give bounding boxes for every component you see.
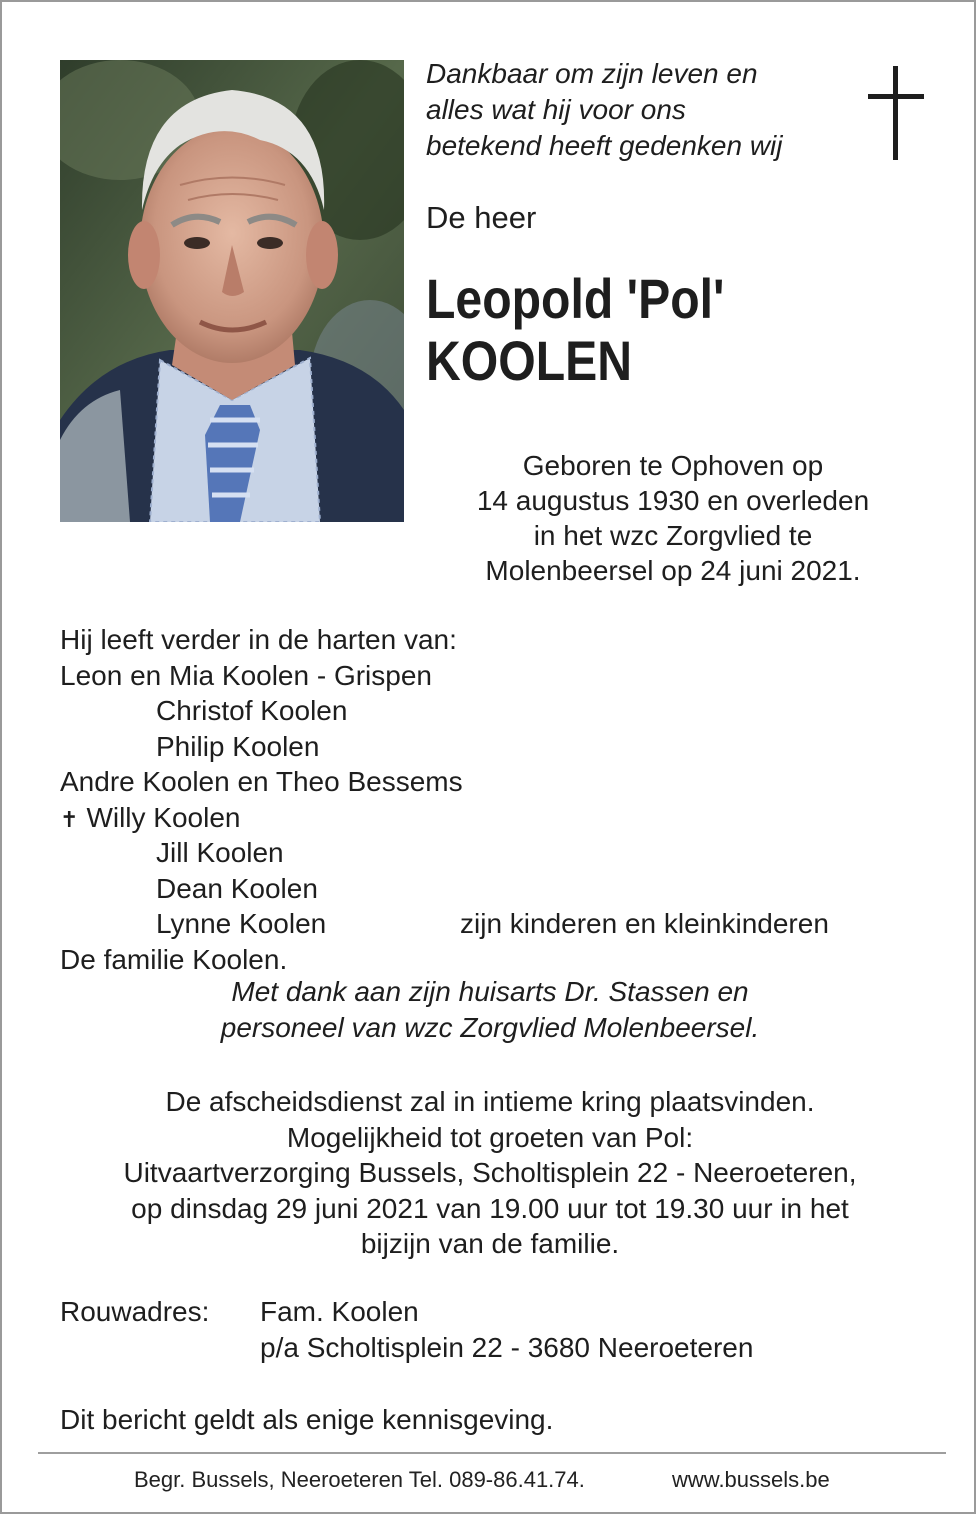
deceased-name bbox=[426, 268, 724, 392]
relative-line: Jill Koolen bbox=[156, 837, 284, 868]
thanks-message bbox=[2, 974, 976, 1046]
birth-line: Molenbeersel op 24 juni 2021. bbox=[485, 555, 861, 586]
intro-line: betekend heeft gedenken wij bbox=[426, 130, 783, 161]
address-line-1: Fam. Koolen bbox=[260, 1296, 419, 1327]
relative-line: Christof Koolen bbox=[156, 695, 348, 726]
relative-line-with-note bbox=[60, 906, 920, 942]
footer-contact: Begr. Bussels, Neeroeteren Tel. 089-86.41.74. bbox=[134, 1467, 585, 1492]
relatives-intro: Hij leeft verder in de harten van: bbox=[60, 624, 457, 655]
cross-icon bbox=[868, 66, 924, 160]
birth-line: Geboren te Ophoven op bbox=[522, 450, 824, 481]
service-info bbox=[2, 1084, 976, 1262]
relative-line: De familie Koolen. bbox=[60, 943, 288, 975]
footer-website-link[interactable]: www.bussels.be bbox=[672, 1467, 830, 1492]
service-line: Uitvaartverzorging Bussels, Scholtisplein 22 - Neeroeteren, bbox=[123, 1157, 857, 1188]
thanks-line: Met dank aan zijn huisarts Dr. Stassen en bbox=[231, 976, 749, 1007]
footer-divider bbox=[38, 1452, 946, 1454]
address-label: Rouwadres: bbox=[60, 1296, 210, 1327]
service-line: bijzijn van de familie. bbox=[360, 1228, 620, 1259]
service-line: De afscheidsdienst zal in intieme kring plaatsvinden. bbox=[165, 1086, 815, 1117]
relatives-list bbox=[60, 622, 920, 977]
birth-death-info bbox=[442, 448, 904, 588]
relative-line: Andre Koolen en Theo Bessems bbox=[60, 766, 463, 797]
deceased-cross-icon: ✝ bbox=[60, 806, 79, 832]
portrait-photo bbox=[60, 60, 404, 522]
relative-line: Leon en Mia Koolen - Grispen bbox=[60, 659, 432, 691]
address-line-2: p/a Scholtisplein 22 - 3680 Neeroeteren bbox=[260, 1332, 754, 1363]
relative-name: Willy Koolen bbox=[86, 801, 241, 833]
thanks-line: personeel van wzc Zorgvlied Molenbeersel. bbox=[220, 1012, 760, 1043]
relative-line: Dean Koolen bbox=[156, 872, 318, 904]
intro-line: alles wat hij voor ons bbox=[426, 94, 686, 125]
service-line: op dinsdag 29 juni 2021 van 19.00 uur tot 19.30 uur in het bbox=[131, 1192, 849, 1224]
birth-line: 14 augustus 1930 en overleden bbox=[476, 485, 870, 516]
relatives-note: zijn kinderen en kleinkinderen bbox=[460, 908, 829, 939]
honorific: De heer bbox=[426, 200, 537, 235]
notice-text: Dit bericht geldt als enige kennisgeving. bbox=[60, 1404, 554, 1435]
name-line: Leopold 'Pol' bbox=[426, 267, 725, 330]
service-line: Mogelijkheid tot groeten van Pol: bbox=[286, 1121, 694, 1153]
birth-line: in het wzc Zorgvlied te bbox=[533, 520, 813, 551]
portrait-illustration bbox=[60, 60, 404, 522]
name-line: KOOLEN bbox=[426, 329, 633, 392]
relative-name: Lynne Koolen bbox=[156, 908, 327, 939]
intro-line: Dankbaar om zijn leven en bbox=[426, 58, 758, 89]
intro-verse bbox=[426, 56, 846, 164]
relative-line: Philip Koolen bbox=[156, 730, 320, 762]
relative-line-deceased bbox=[60, 800, 920, 836]
